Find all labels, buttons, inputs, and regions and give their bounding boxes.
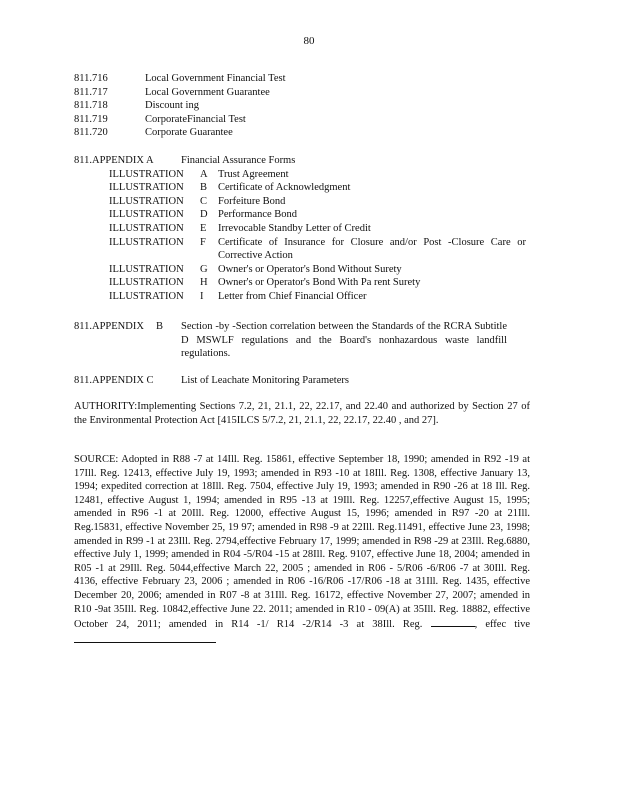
illustration-title: Irrevocable Standby Letter of Credit — [218, 222, 371, 234]
illustration-letter: D — [200, 209, 208, 221]
illustration-label: ILLUSTRATION — [109, 195, 184, 207]
illustration-row — [74, 290, 534, 304]
illustration-title: Performance Bond — [218, 209, 298, 221]
illustration-title: Trust Agreement — [218, 168, 289, 180]
section-row — [74, 86, 534, 100]
illustration-title: Forfeiture Bond — [218, 195, 286, 207]
illustration-letter: I — [200, 290, 204, 302]
illustration-row — [74, 222, 534, 236]
section-list — [74, 72, 534, 140]
section-row — [74, 126, 534, 140]
illustration-title: Owner's or Operator's Bond Without Surety — [218, 263, 402, 275]
effective-label: effec tive — [485, 619, 531, 631]
illustration-row — [74, 276, 534, 290]
illustration-row — [74, 208, 534, 222]
appendix-b-text: Section -by -Section correlation between the Standards of the RCRA Subtitle D MSWLF regulations and the Board's nonhazardous waste landfill regulations. — [181, 321, 507, 360]
appendix-a-heading-row — [74, 154, 534, 168]
illustration-row — [74, 195, 534, 209]
illustration-title: Certificate of Insurance for Closure and/or Post -Closure Care or Corrective Action — [218, 236, 526, 262]
page-number: 80 — [303, 35, 315, 47]
source-note — [74, 453, 534, 647]
section-number: 811.720 — [74, 127, 108, 139]
illustration-label: ILLUSTRATION — [109, 263, 184, 275]
illustration-label: ILLUSTRATION — [109, 182, 184, 194]
illustration-letter: G — [200, 263, 208, 275]
illustration-letter: F — [200, 236, 206, 248]
appendix-c-title: List of Leachate Monitoring Parameters — [181, 375, 349, 386]
section-number: 811.718 — [74, 100, 108, 112]
appendix-b-row — [74, 320, 534, 361]
section-number: 811.719 — [74, 113, 108, 125]
illustration-label: ILLUSTRATION — [109, 290, 184, 302]
illustration-row — [74, 168, 534, 182]
source-body: SOURCE: Adopted in R88 -7 at 14Ill. Reg. 15861, effective September 18, 1990; amended in R92 -19 at 17Ill. Reg. 12413, effective July 19, 1993; amended in R93 -10 at 18Ill. Reg. 1308, effective January 13, 1994; expedited correction at 18Ill. Reg. 7504, effective July 19, 1993; amended in R90 -26 at 18 Ill. Reg. 12481, effective August 1, 1994; amended in R95 -13 at 19Ill. Reg. 12257,effective August 15, 1995; amended in R96 -1 at 20Ill. Reg. 12000, effective August 15, 1996; amended in R97 -20 at 21Ill. Reg.15831, effective November 25, 19 97; amended in R98 -9 at 22Ill. Reg.11491, effective June 23, 1998; amended in R99 -1 at 23Ill. Reg. 2794,effective February 17, 1999; amended in R98 -29 at 23Ill. Reg.6880, effective July 1, 1999; amended in R04 -5/R04 -15 at 28Ill. Reg. 9107, effective June 18, 2004; amended in R05 -1 at 29Ill. Reg. 5044,effective March 22, 2005 ; amended in R06 - 5/R06 -6/R06 -7 at 30Ill. Reg. 4136, effective February 23, 2006 ; amended in R06 -16/R06 -17/R06 -18 at 31Ill. Reg. 1435, effective December 20, 2006; amended in R07 -8 at 31Ill. Reg. 16172, effective November 27, 2007; amended in R10 -9at 35Ill. Reg. 10842,effective June 22. 2011; amended in R10 - 09(A) at 35Ill. Reg. 18882, effective October 24, 2011; amended in R14 -1/ R14 -2/R14 -3 at 38Ill. Reg. — [74, 454, 530, 631]
section-title: CorporateFinancial Test — [145, 113, 246, 125]
illustration-title: Letter from Chief Financial Officer — [218, 290, 367, 302]
illustration-row — [74, 181, 534, 195]
source-tail-sep: , — [474, 619, 478, 631]
source-text — [74, 453, 530, 647]
illustration-row — [74, 236, 534, 263]
appendix-c-heading-row — [74, 374, 534, 388]
illustration-label: ILLUSTRATION — [109, 277, 184, 289]
illustration-letter: A — [200, 168, 208, 180]
illustration-title: Certificate of Acknowledgment — [218, 182, 351, 194]
section-row — [74, 72, 534, 86]
section-title: Local Government Guarantee — [145, 86, 270, 98]
appendix-a-heading: 811.APPENDIX A — [74, 155, 154, 166]
illustration-row — [74, 263, 534, 277]
section-number: 811.717 — [74, 86, 108, 98]
section-title: Local Government Financial Test — [145, 73, 286, 84]
illustration-label: ILLUSTRATION — [109, 209, 184, 221]
illustration-letter: E — [200, 222, 207, 234]
illustration-title: Owner's or Operator's Bond With Pa rent Surety — [218, 277, 421, 289]
authority-text: AUTHORITY:Implementing Sections 7.2, 21, 21.1, 22, 22.17, and 22.40 and authorized by Section 27 of the Environmental Protection Act [415ILCS 5/7.2, 21, 21.1, 22, 22.17, 22.40 , and 27]. — [74, 401, 530, 426]
appendix-b-letter: B — [156, 321, 164, 332]
illustration-letter: C — [200, 195, 208, 207]
appendix-a — [74, 154, 534, 304]
section-title: Corporate Guarantee — [145, 127, 233, 139]
authority-note — [74, 400, 534, 427]
illustration-letter: H — [200, 277, 208, 289]
appendix-b-number: 811.APPENDIX — [74, 321, 144, 332]
section-row — [74, 113, 534, 127]
section-title: Discount ing — [145, 100, 199, 112]
appendix-a-title: Financial Assurance Forms — [181, 155, 296, 166]
section-number: 811.716 — [74, 73, 108, 84]
appendix-b — [74, 320, 534, 361]
reg-page-blank — [431, 616, 475, 627]
illustration-label: ILLUSTRATION — [109, 236, 184, 248]
effective-date-blank — [74, 632, 216, 643]
illustration-label: ILLUSTRATION — [109, 168, 184, 180]
illustration-letter: B — [200, 182, 208, 194]
illustration-label: ILLUSTRATION — [109, 222, 184, 234]
appendix-c-heading: 811.APPENDIX C — [74, 375, 154, 386]
section-row — [74, 99, 534, 113]
appendix-c — [74, 374, 534, 388]
